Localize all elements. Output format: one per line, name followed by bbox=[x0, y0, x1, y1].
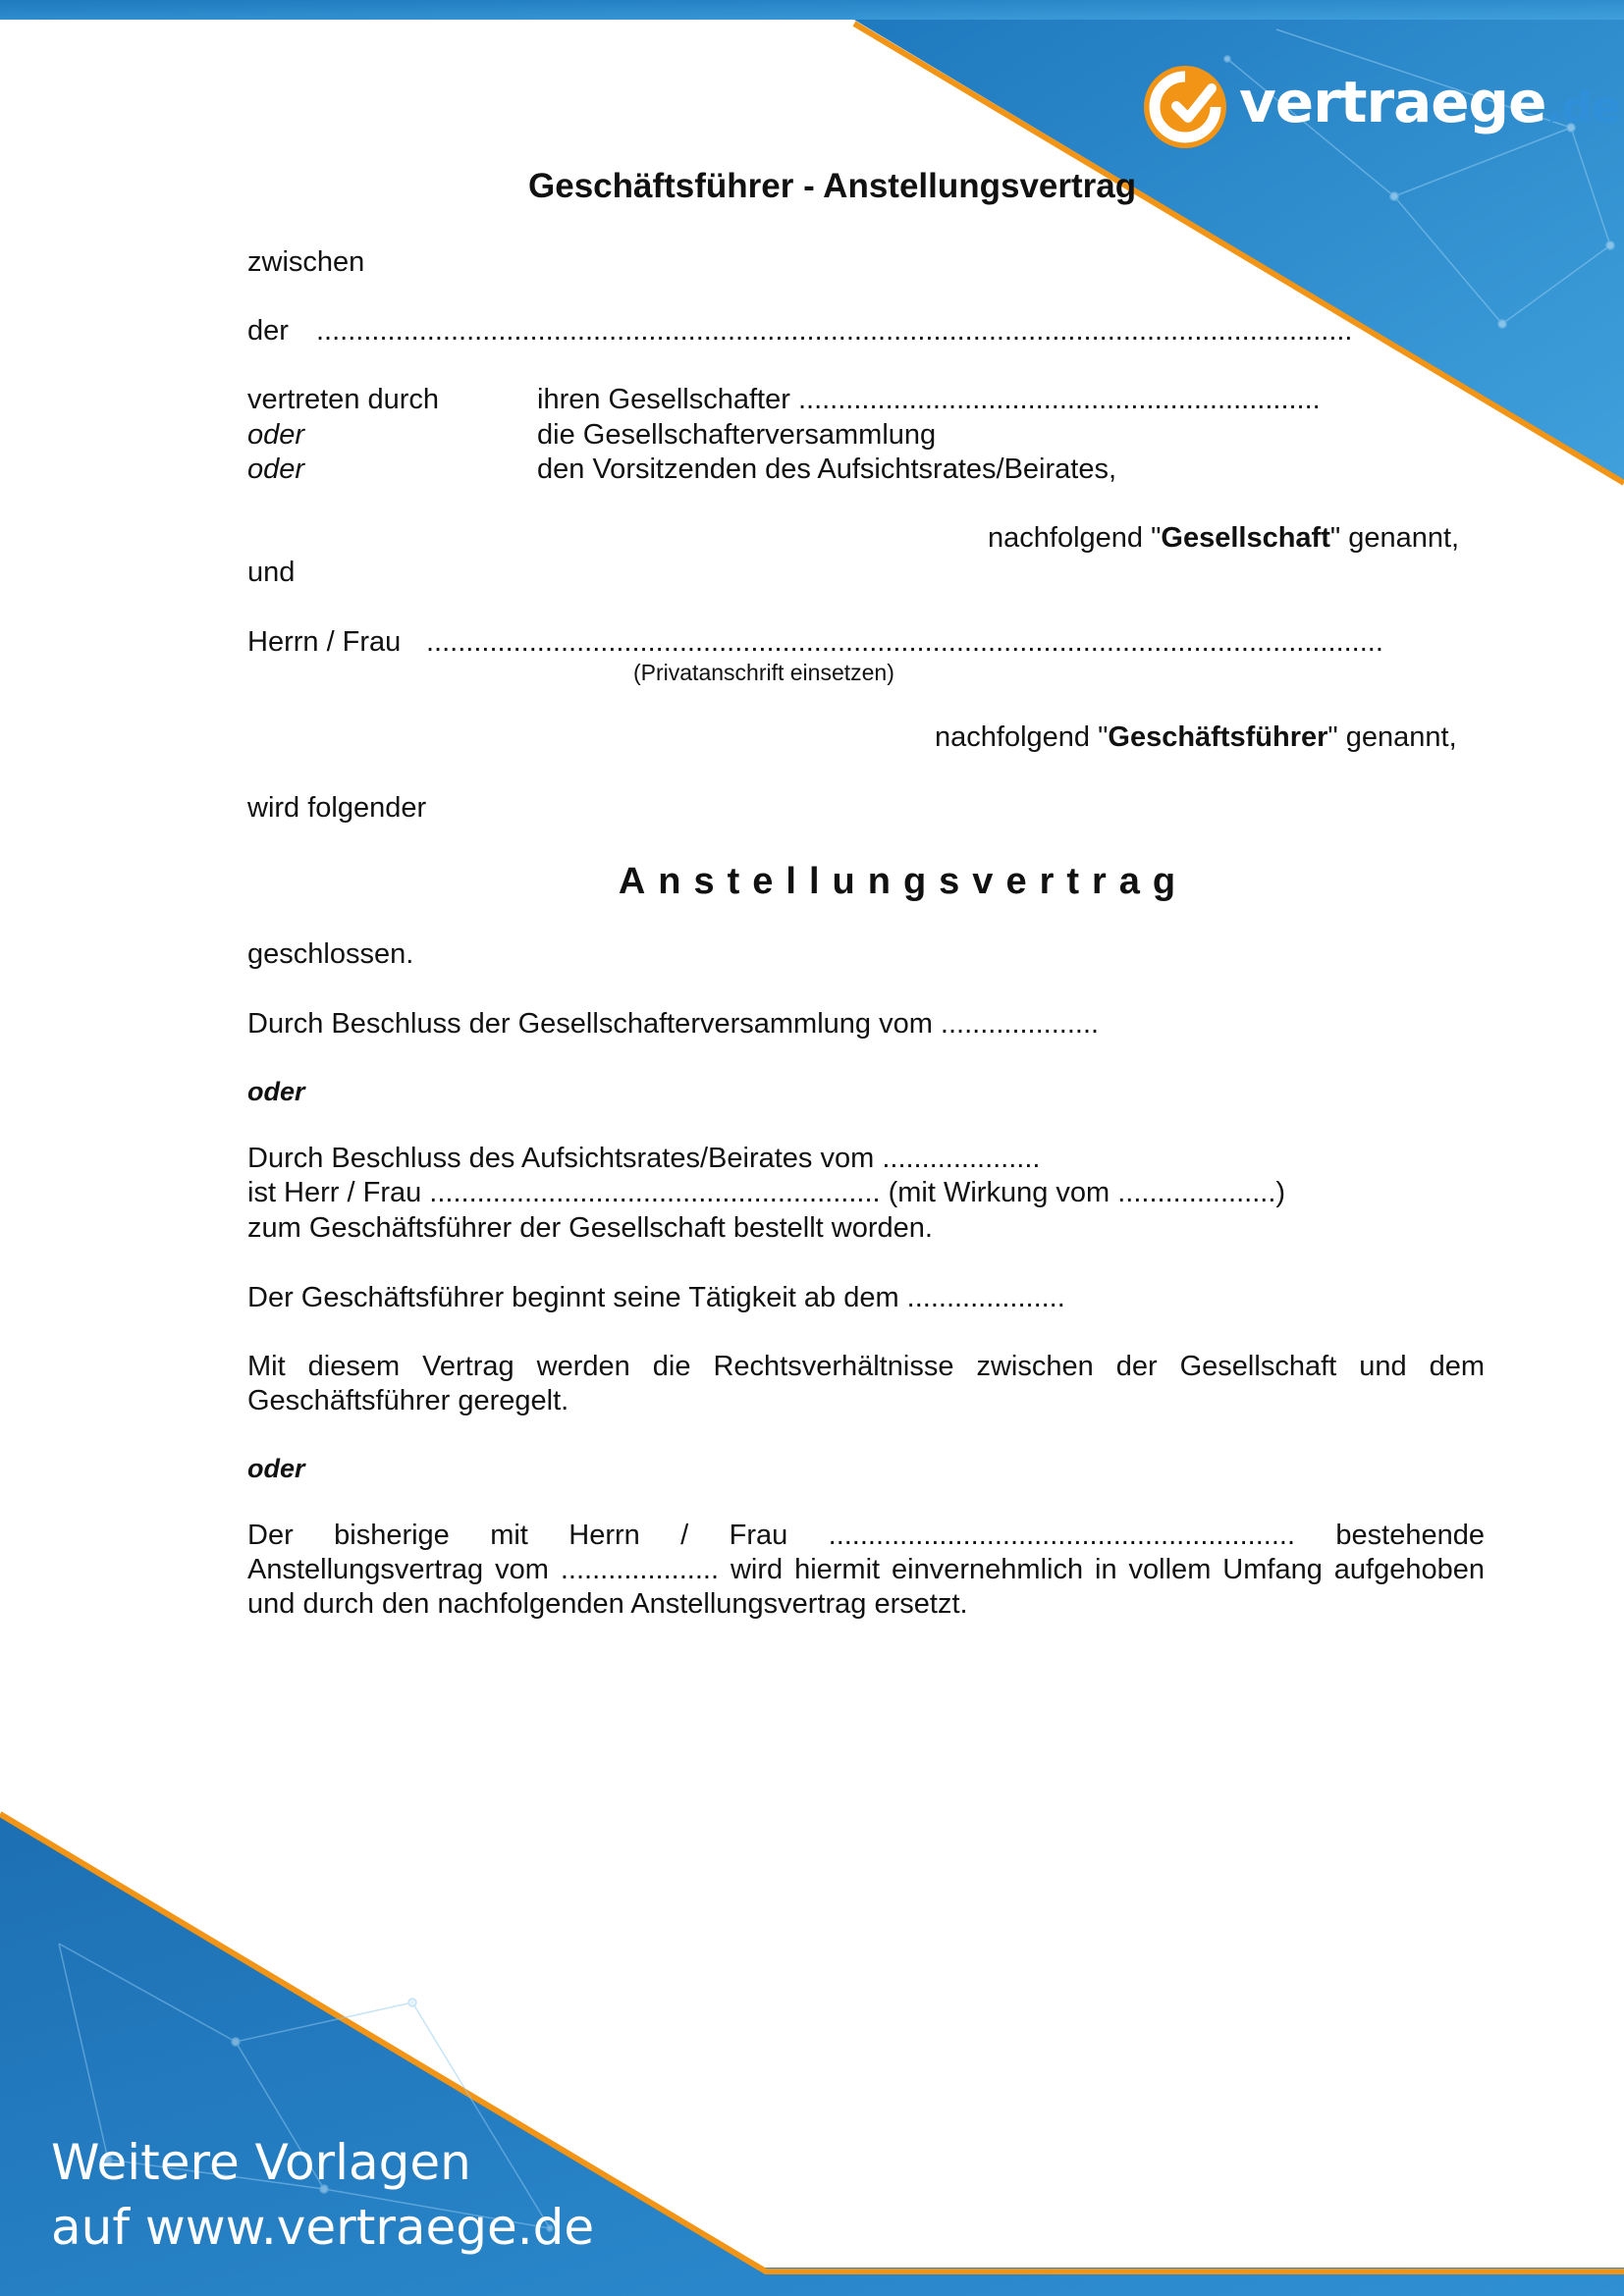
option-gesellschafter: ihren Gesellschafter .................................................................. bbox=[537, 384, 1321, 415]
top-blue-band bbox=[0, 0, 1624, 20]
oder-label-1: oder bbox=[247, 419, 305, 451]
document-title: Geschäftsführer - Anstellungsvertrag bbox=[528, 167, 1137, 205]
beginnt-line: Der Geschäftsführer beginnt seine Tätigkeit ab dem .................... bbox=[247, 1282, 1065, 1313]
herrn-label: Herrn / Frau bbox=[247, 626, 402, 658]
oder-label-2: oder bbox=[247, 454, 305, 485]
der-label: der bbox=[247, 315, 289, 347]
footer-line-1: Weitere Vorlagen bbox=[51, 2134, 471, 2191]
nachfolgend-gesellschaft: nachfolgend "Gesellschaft" genannt, bbox=[988, 522, 1460, 554]
footer-promo[interactable] bbox=[51, 2130, 594, 2260]
option-gesellschafterversammlung: die Gesellschafterversammlung bbox=[537, 419, 937, 451]
footer-line-2[interactable]: auf www.vertraege.de bbox=[51, 2199, 595, 2256]
anstellungsvertrag-heading: Anstellungsvertrag bbox=[618, 861, 1189, 902]
zwischen-label: zwischen bbox=[247, 246, 365, 278]
bisherige-paragraph: Der bisherige mit Herrn / Frau ........................................................... bestehende Anstellungsvertrag vom .................... wird hiermit einvernehmlich in vollem Umfang aufgehoben und durch den nachfolgenden Anstellungsvertrag ersetzt. bbox=[247, 1520, 1485, 1620]
nachfolgend-geschaeftsfuehrer: nachfolgend "Geschäftsführer" genannt, bbox=[935, 721, 1457, 753]
zum-gf-line: zum Geschäftsführer der Gesellschaft bestellt worden. bbox=[247, 1212, 933, 1244]
mit-diesem-paragraph: Mit diesem Vertrag werden die Rechtsverhältnisse zwischen der Gesellschaft und dem Geschäftsführer geregelt. bbox=[247, 1351, 1485, 1416]
vertreten-label: vertreten durch bbox=[247, 384, 440, 415]
logo-wordmark: vertraege.de bbox=[1239, 69, 1620, 135]
beschluss-gesellschafter-line: Durch Beschluss der Gesellschafterversammlung vom .................... bbox=[247, 1008, 1100, 1040]
und-label: und bbox=[247, 557, 296, 588]
wird-folgender-label: wird folgender bbox=[247, 792, 427, 824]
ist-herr-line: ist Herr / Frau ......................................................... (mit Wirkung vom ....................) bbox=[247, 1177, 1286, 1208]
herrn-blank-field: ......................................................................................................................... bbox=[426, 626, 1383, 658]
geschlossen-label: geschlossen. bbox=[247, 938, 414, 970]
option-aufsichtsrat: den Vorsitzenden des Aufsichtsrates/Beirates, bbox=[537, 454, 1117, 485]
logo-mark-icon bbox=[1141, 63, 1229, 151]
oder-bold-2: oder bbox=[247, 1454, 305, 1483]
oder-bold-1: oder bbox=[247, 1077, 305, 1106]
der-blank-field: ................................................................................................................................... bbox=[316, 315, 1353, 347]
privatanschrift-hint: (Privatanschrift einsetzen) bbox=[633, 660, 894, 685]
brand-logo[interactable] bbox=[1141, 61, 1620, 155]
beschluss-aufsichtsrat-line: Durch Beschluss des Aufsichtsrates/Beirates vom .................... bbox=[247, 1143, 1041, 1174]
